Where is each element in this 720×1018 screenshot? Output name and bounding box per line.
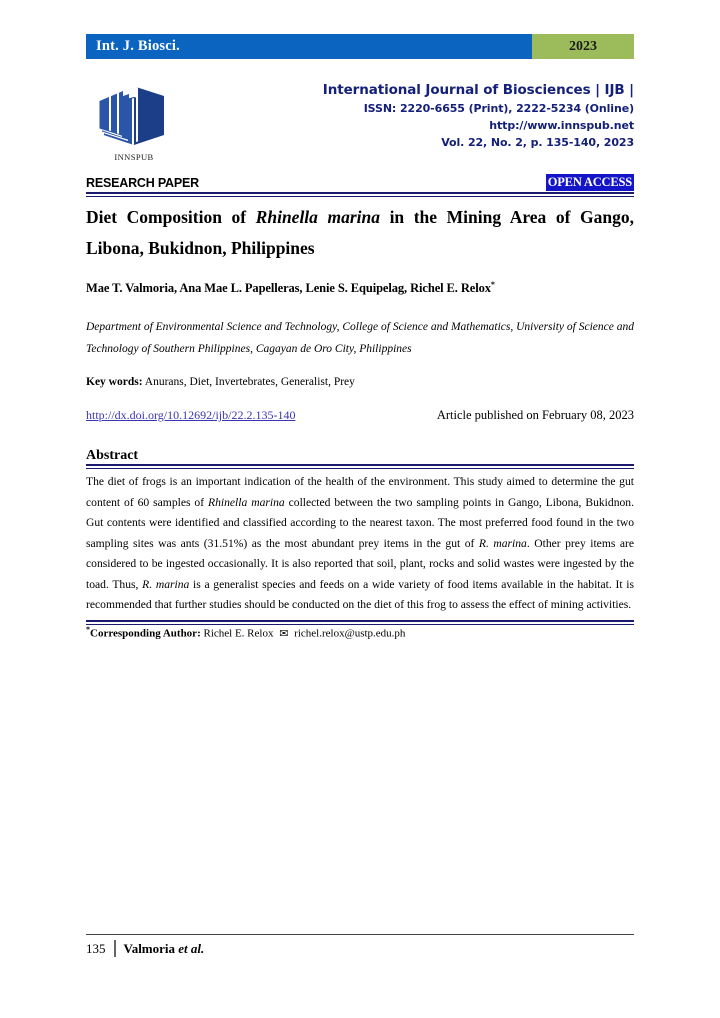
abstract-heading: Abstract xyxy=(86,448,139,463)
publisher-name: INNSPUB xyxy=(114,152,154,162)
abstract-species-3: R. marina xyxy=(142,577,190,591)
year-text: 2023 xyxy=(569,38,597,54)
journal-full-title: International Journal of Biosciences | IJB | xyxy=(322,82,634,98)
footer-divider xyxy=(86,934,634,935)
keywords-line xyxy=(86,376,634,388)
year-banner xyxy=(532,34,634,59)
journal-header-banner xyxy=(86,34,634,59)
publication-date: Article published on February 08, 2023 xyxy=(436,408,634,422)
page-title xyxy=(86,202,634,264)
envelope-icon: ✉ xyxy=(279,627,289,640)
corresponding-label: Corresponding Author: xyxy=(90,627,201,640)
journal-abbrev-text: Int. J. Biosci. xyxy=(96,38,180,54)
article-type-label: RESEARCH PAPER xyxy=(86,175,199,190)
abstract-sentence-1: The diet of frogs is an important indication of the health of the environment. This study aimed to determine the gut content of 60 samples of xyxy=(86,475,634,509)
running-author-name: Valmoria xyxy=(123,940,179,956)
page-footer xyxy=(86,940,634,957)
abstract-sentence-4: is a generalist species and feeds on a wide variety of food items available in the habitat. It is recommended that further studies should be conducted on the diet of this frog to assess the effect of mining activities. xyxy=(86,577,634,611)
corresponding-marker: * xyxy=(86,625,90,634)
publisher-logo xyxy=(86,85,182,162)
abstract-sentence-3: . Other prey items are considered to be ingested occasionally. It is also reported that soil, plant, rocks and solid wastes were ingested by the toad. Thus, xyxy=(86,536,634,591)
author-footnote-marker: * xyxy=(490,280,495,289)
article-type-row xyxy=(86,174,634,191)
doi-row xyxy=(86,408,634,426)
author-names: Mae T. Valmoria, Ana Mae L. Papelleras, Lenie S. Equipelag, Richel E. Relox xyxy=(86,281,491,296)
author-list xyxy=(86,280,634,296)
corresponding-name: Richel E. Relox xyxy=(200,627,277,640)
author-affiliation: Department of Environmental Science and Technology, College of Science and Mathematics, University of Science and Technology of Southern Philippines, Cagayan de Oro City, Philippines xyxy=(86,321,634,355)
doi-link[interactable]: http://dx.doi.org/10.12692/ijb/22.2.135-140 xyxy=(86,408,296,422)
corresponding-author-line xyxy=(86,625,634,640)
page-number: 135 xyxy=(86,940,106,956)
keywords-label: Key words: xyxy=(86,376,143,388)
journal-issn: ISSN: 2220-6655 (Print), 2222-5234 (Online) xyxy=(363,102,634,115)
title-text-part1: Diet Composition of xyxy=(86,207,256,227)
corresponding-email: richel.relox@ustp.edu.ph xyxy=(291,627,406,640)
abstract-species-1: Rhinella marina xyxy=(208,495,285,509)
footer-separator xyxy=(114,940,116,957)
divider-under-abstract-heading xyxy=(86,464,634,469)
title-species-name: Rhinella marina xyxy=(255,207,380,227)
journal-volume-info: Vol. 22, No. 2, p. 135-140, 2023 xyxy=(441,136,634,149)
journal-website: http://www.innspub.net xyxy=(489,119,634,132)
running-author-etal: et al. xyxy=(178,940,205,956)
running-author-text xyxy=(124,941,205,957)
abstract-text xyxy=(86,472,634,616)
keywords-values: Anurans, Diet, Invertebrates, Generalist, Prey xyxy=(142,376,355,388)
journal-abbrev-banner xyxy=(86,34,532,59)
abstract-species-2: R. marina xyxy=(478,536,527,550)
abstract-sentence-2: collected between the two sampling points in Gango, Libona, Bukidnon. Gut contents were identified and classified according to the nearest taxon. The most preferred food found in the two sampling sites was ants (31.51%) as the most abundant prey items in the gut of xyxy=(86,495,634,550)
open-book-icon xyxy=(98,85,170,151)
title-text-part2: in the Mining Area of Gango, Libona, Bukidnon, Philippines xyxy=(86,207,634,258)
divider-under-article-type xyxy=(86,192,634,197)
open-access-badge: OPEN ACCESS xyxy=(547,175,632,189)
masthead xyxy=(86,80,634,170)
journal-info-block xyxy=(234,80,634,151)
